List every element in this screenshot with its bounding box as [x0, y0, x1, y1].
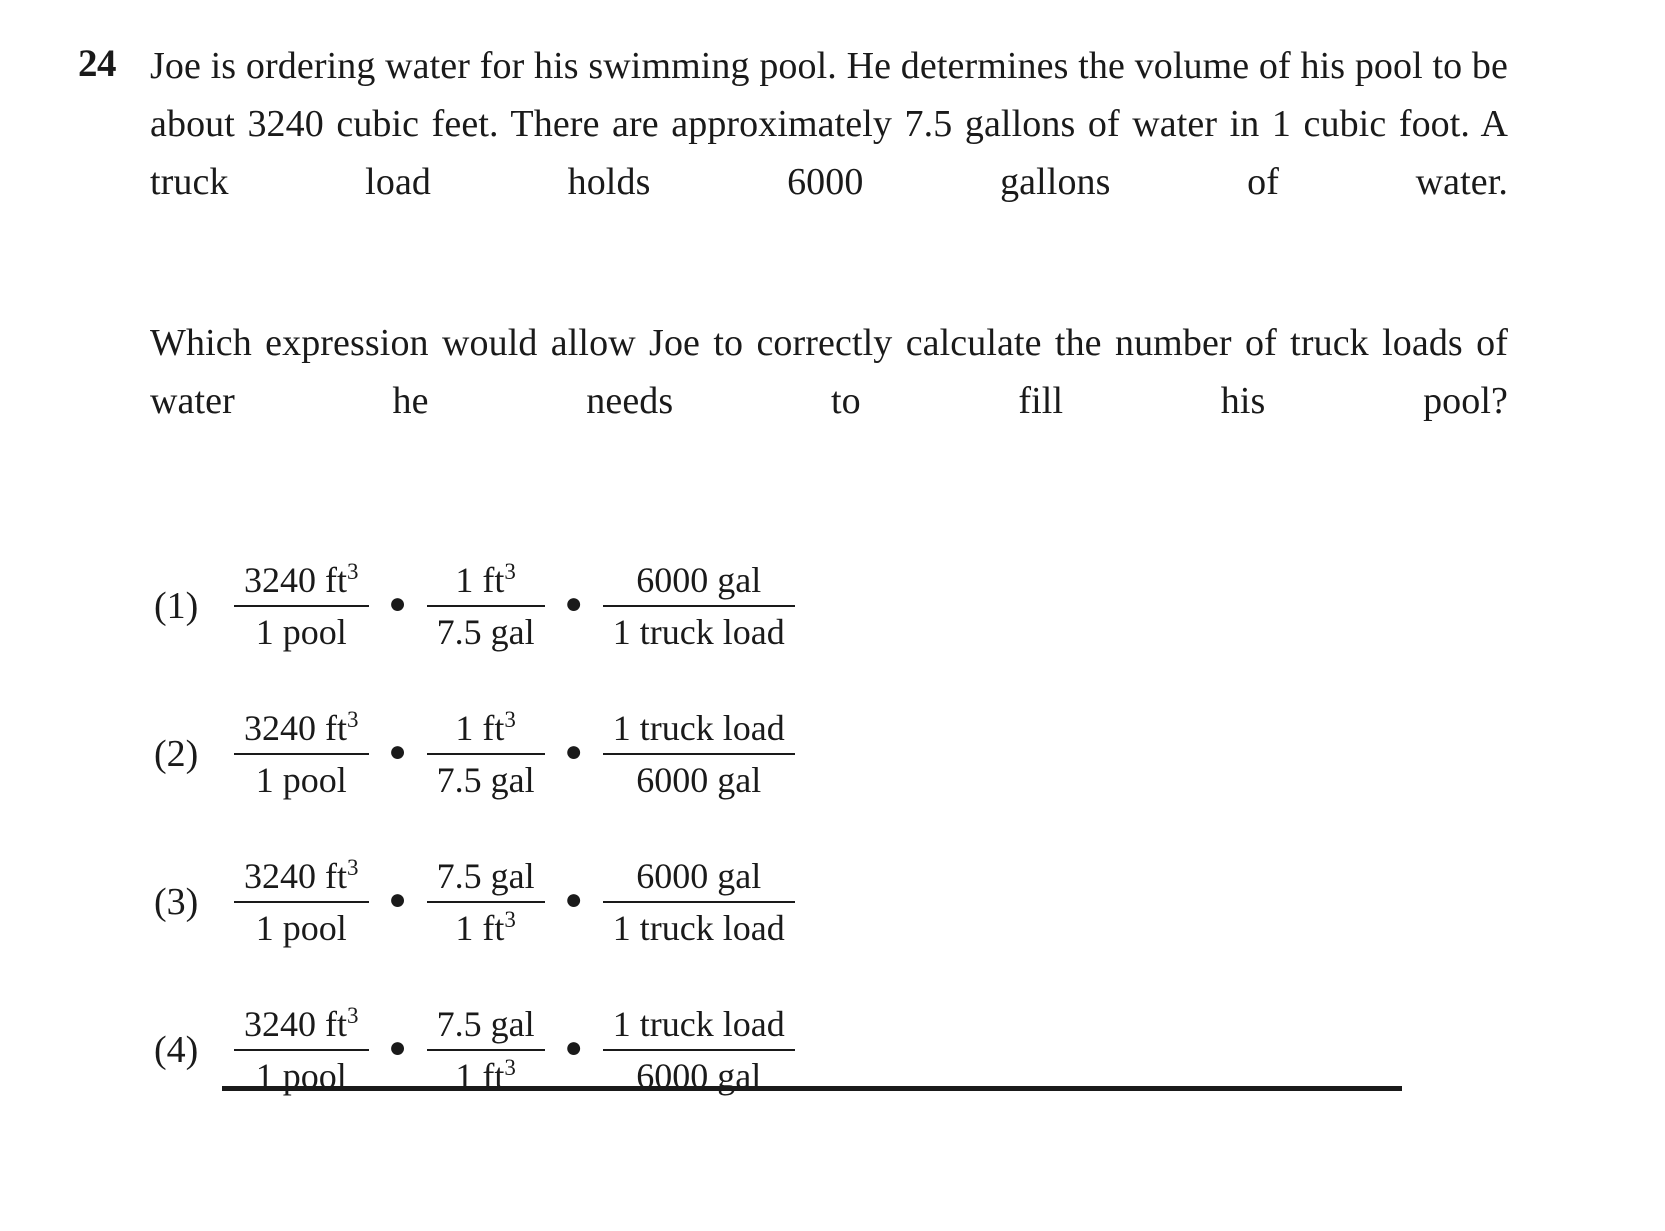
fraction	[228, 1003, 375, 1098]
fraction-numerator	[234, 1003, 369, 1049]
fraction-numerator	[603, 1003, 795, 1049]
multiplication-dot-icon: ●	[388, 587, 407, 621]
fraction-numerator-text: 7.5 gal	[436, 855, 535, 896]
fraction	[228, 559, 375, 654]
fraction	[228, 707, 375, 802]
fraction	[421, 1003, 551, 1098]
answer-choice-expression	[228, 855, 801, 950]
fraction-denominator-text: 1 pool	[255, 760, 347, 801]
answer-choice-3[interactable]	[154, 828, 1508, 976]
fraction-numerator	[603, 707, 795, 753]
fraction-numerator-text: 1 truck load	[612, 1003, 785, 1044]
fraction-denominator	[246, 755, 357, 801]
fraction-numerator-text: 3240 ft	[244, 1003, 347, 1044]
fraction-denominator	[626, 755, 771, 801]
multiplication-dot-icon: ●	[564, 883, 583, 917]
fraction-denominator-text: 1 truck load	[612, 612, 785, 653]
answer-choice-2[interactable]	[154, 680, 1508, 828]
fraction-denominator-text: 1 ft	[455, 908, 505, 949]
fraction-numerator-exponent: 3	[347, 557, 359, 584]
multiplication-dot-icon: ●	[388, 735, 407, 769]
question-body	[150, 38, 1508, 1124]
fraction-numerator-exponent: 3	[347, 1001, 359, 1028]
question-stem-paragraph: Joe is ordering water for his swimming pool. He determines the volume of his pool to be about 3240 cubic feet. There are approximately 7.5 gallons of water in 1 cubic foot. A truck load holds 6000 gallons of water.	[150, 45, 1508, 203]
answer-choice-list	[154, 532, 1508, 1124]
fraction	[597, 855, 801, 950]
fraction-denominator-text: 7.5 gal	[436, 612, 535, 653]
answer-choice-label: (1)	[154, 585, 199, 628]
fraction-numerator-text: 1 ft	[455, 707, 505, 748]
fraction-denominator-text: 1 truck load	[612, 908, 785, 949]
answer-choice-label: (4)	[154, 1029, 199, 1072]
fraction-denominator	[445, 903, 526, 949]
fraction-denominator-text: 6000 gal	[636, 1056, 762, 1097]
fraction-denominator-text: 1 pool	[255, 612, 347, 653]
fraction-denominator	[427, 755, 545, 801]
fraction-denominator	[427, 607, 545, 653]
fraction-numerator-text: 3240 ft	[244, 707, 347, 748]
fraction-numerator-text: 7.5 gal	[436, 1003, 535, 1044]
fraction	[597, 707, 801, 802]
answer-choice-label: (2)	[154, 733, 199, 776]
fraction-numerator	[626, 855, 771, 901]
answer-choice-1[interactable]	[154, 532, 1508, 680]
fraction-numerator	[445, 559, 526, 605]
fraction-numerator-exponent: 3	[347, 853, 359, 880]
fraction-denominator-text: 1 pool	[255, 908, 347, 949]
fraction-numerator-text: 3240 ft	[244, 559, 347, 600]
fraction-denominator-exponent: 3	[504, 906, 516, 933]
fraction	[228, 855, 375, 950]
fraction-denominator-text: 7.5 gal	[436, 760, 535, 801]
multiplication-dot-icon: ●	[388, 883, 407, 917]
fraction	[421, 707, 551, 802]
fraction	[597, 559, 801, 654]
fraction	[421, 855, 551, 950]
multiplication-dot-icon: ●	[388, 1031, 407, 1065]
question-number: 24	[78, 42, 116, 85]
multiplication-dot-icon: ●	[564, 1031, 583, 1065]
question-prompt-paragraph: Which expression would allow Joe to correctly calculate the number of truck loads of water he needs to fill his pool?	[150, 322, 1508, 422]
fraction-denominator-text: 1 ft	[455, 1056, 505, 1097]
fraction-numerator	[234, 707, 369, 753]
answer-choice-expression	[228, 559, 801, 654]
fraction-denominator	[246, 607, 357, 653]
fraction-numerator-text: 6000 gal	[636, 559, 762, 600]
fraction-denominator	[246, 903, 357, 949]
fraction-numerator-text: 6000 gal	[636, 855, 762, 896]
answer-choice-expression	[228, 1003, 801, 1098]
fraction-numerator	[445, 707, 526, 753]
question-block	[78, 38, 1508, 1124]
fraction-numerator	[427, 855, 545, 901]
fraction-denominator-exponent: 3	[504, 1054, 516, 1081]
answer-choice-expression	[228, 707, 801, 802]
fraction-numerator-text: 3240 ft	[244, 855, 347, 896]
fraction-numerator	[626, 559, 771, 605]
answer-choice-label: (3)	[154, 881, 199, 924]
fraction-numerator-exponent: 3	[504, 705, 516, 732]
fraction-denominator-text: 6000 gal	[636, 760, 762, 801]
fraction-numerator-text: 1 truck load	[612, 707, 785, 748]
fraction-denominator-text: 1 pool	[255, 1056, 347, 1097]
answer-choice-4[interactable]	[154, 976, 1508, 1124]
fraction-numerator	[427, 1003, 545, 1049]
fraction-numerator-exponent: 3	[347, 705, 359, 732]
fraction-numerator	[234, 855, 369, 901]
multiplication-dot-icon: ●	[564, 587, 583, 621]
fraction	[597, 1003, 801, 1098]
fraction	[421, 559, 551, 654]
fraction-denominator	[603, 607, 795, 653]
fraction-denominator	[603, 903, 795, 949]
fraction-numerator-text: 1 ft	[455, 559, 505, 600]
multiplication-dot-icon: ●	[564, 735, 583, 769]
fraction-numerator	[234, 559, 369, 605]
bottom-horizontal-rule	[222, 1086, 1402, 1091]
fraction-numerator-exponent: 3	[504, 557, 516, 584]
